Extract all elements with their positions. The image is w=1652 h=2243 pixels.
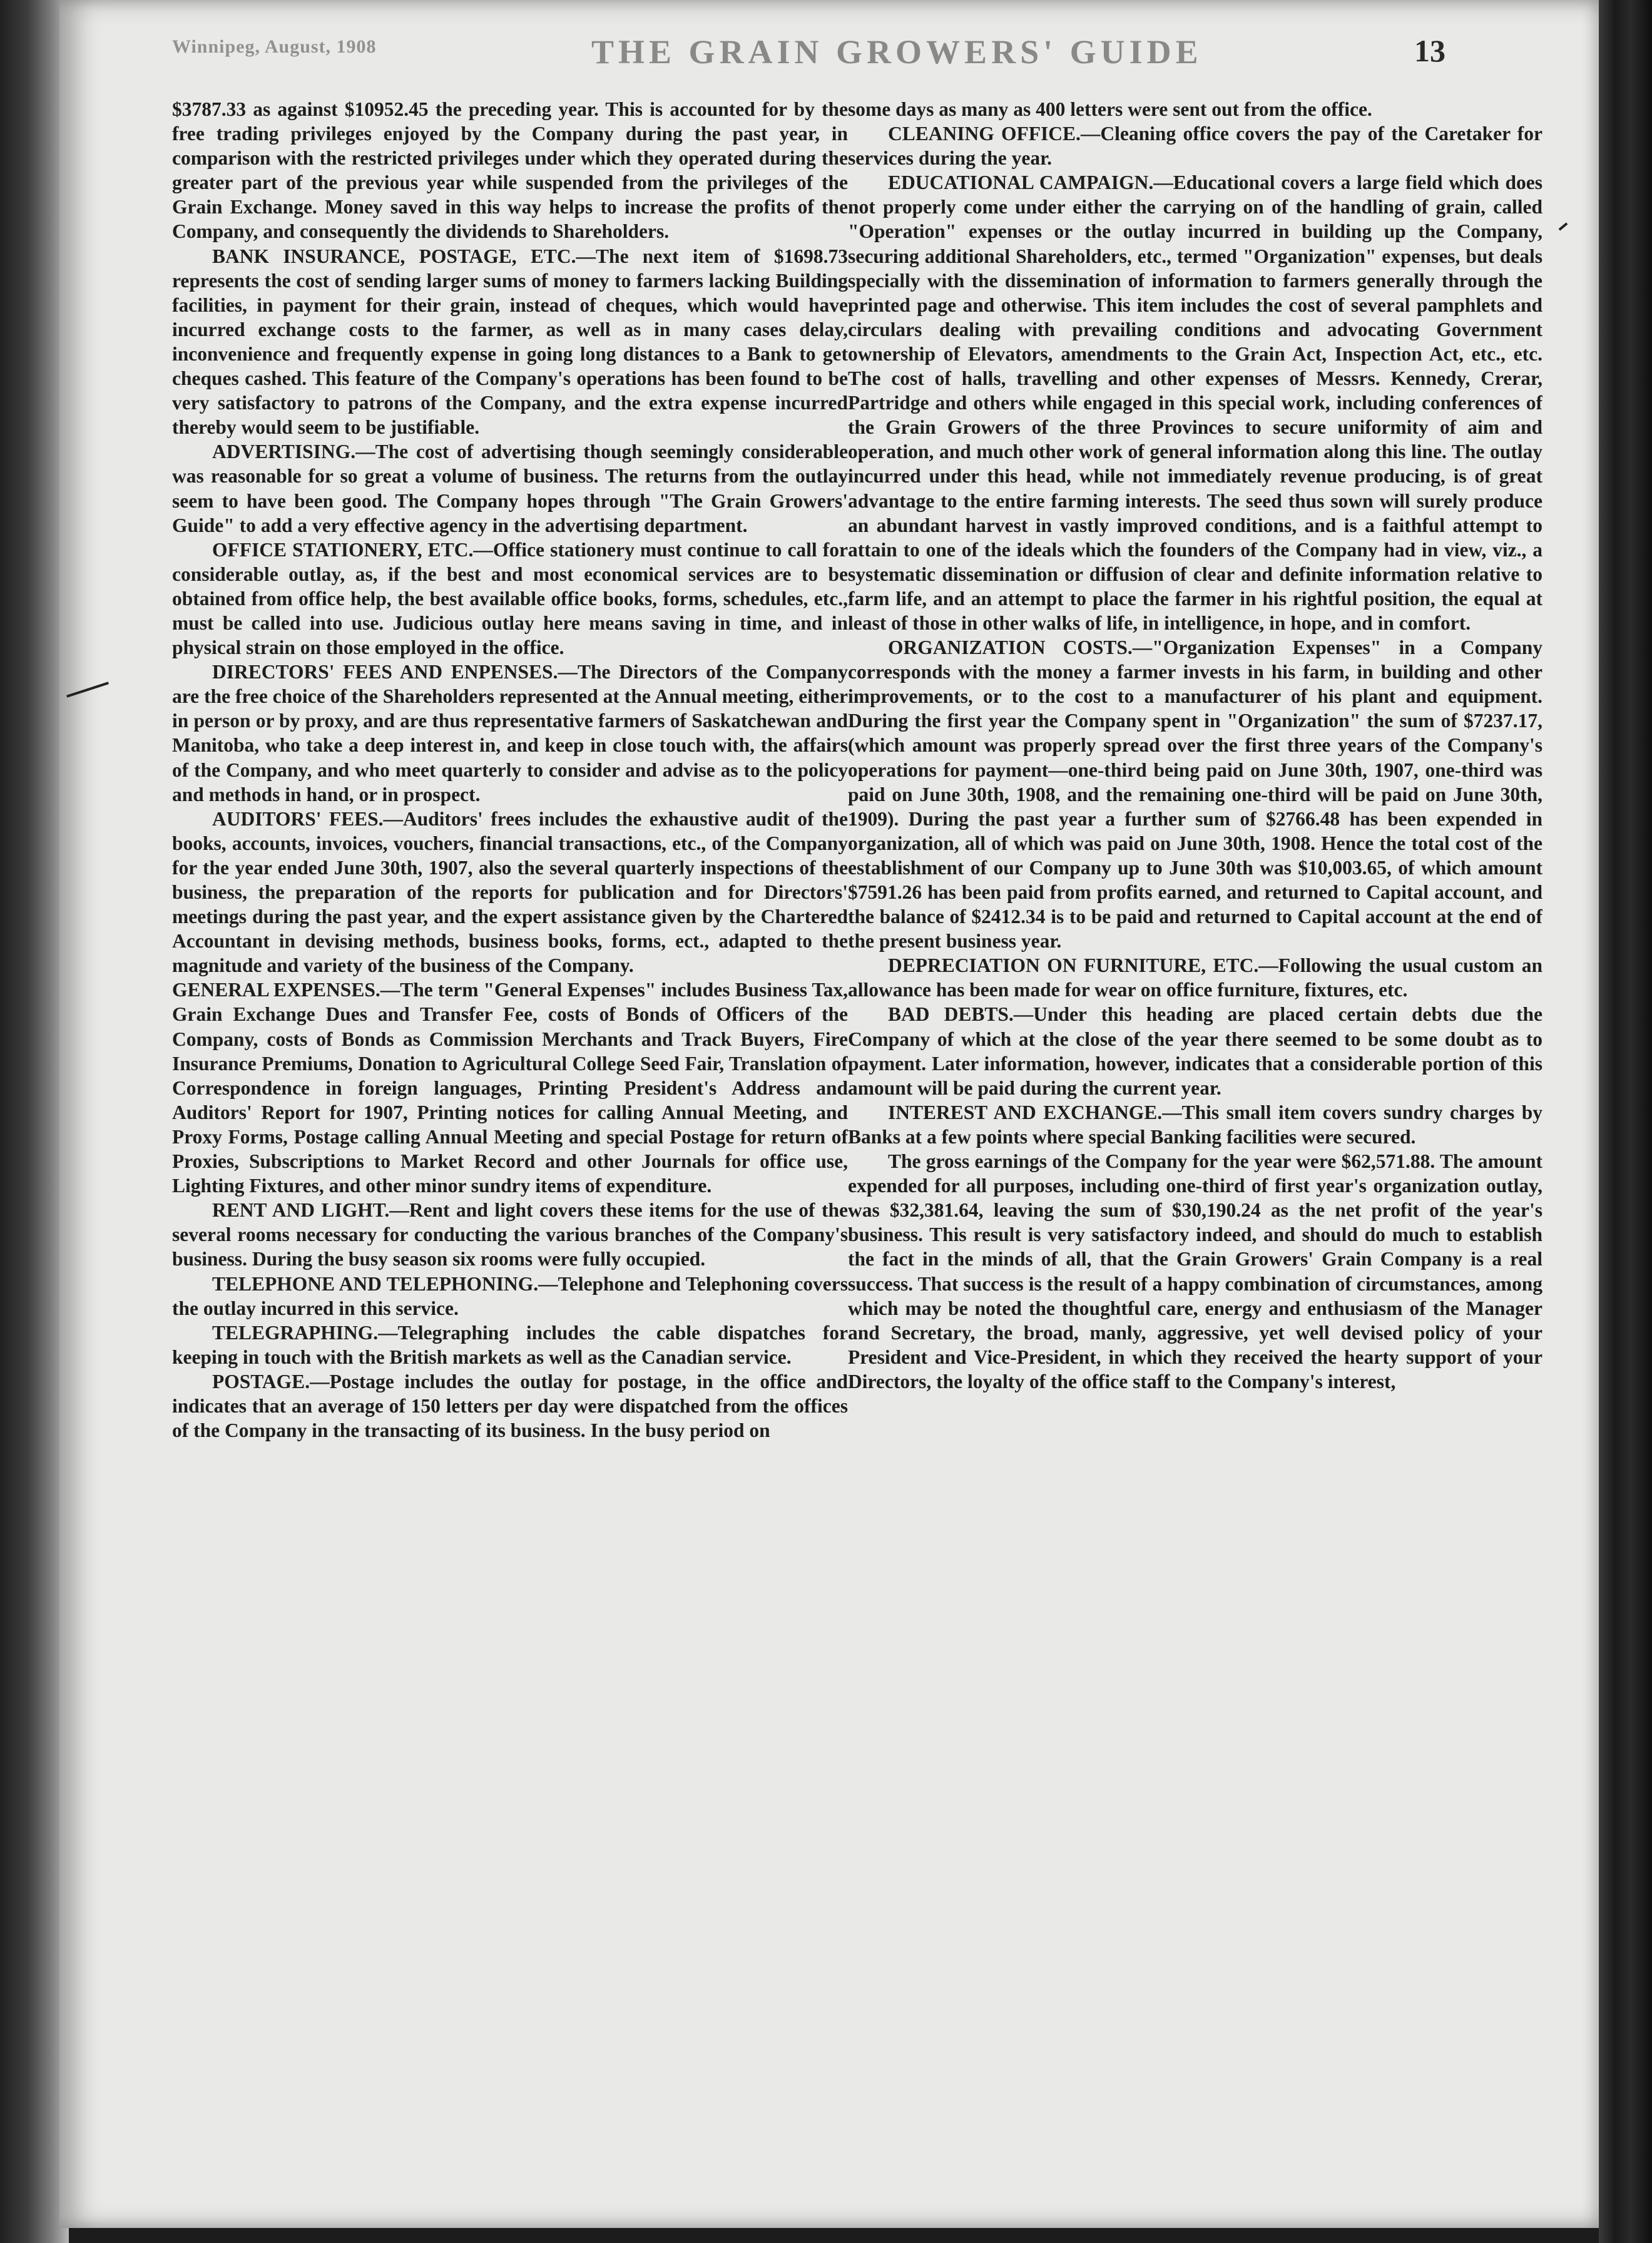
paragraph-depreciation: DEPRECIATION ON FURNITURE, ETC.—Following the usual custom an allowance has been made for wear on office furniture, fixtures, etc. xyxy=(848,954,1542,1001)
paragraph-telegraphing: TELEGRAPHING.—Telegraphing includes the cable dispatches for keeping in touch with the British markets as well as the Canadian service. xyxy=(172,1321,848,1368)
paragraph-advertising: ADVERTISING.—The cost of advertising though seemingly considerable was reasonable for so great a volume of business. The returns from the outlay seem to have been good. The Company hopes through "The Grain Growers' Guide" to add a very effective agency in the advertising department. xyxy=(172,441,848,536)
book-gutter xyxy=(0,0,69,2243)
paragraph-general-expenses: GENERAL EXPENSES.—The term "General Expenses" includes Business Tax, Grain Exchange Dues and Transfer Fee, costs of Bonds of Officers of the Company, costs of Bonds as Commission Merchants and Track Buyers, Fire Insurance Premiums, Donation to Agricultural College Seed Fair, Translation of Correspondence in foreign languages, Printing President's Address and Auditors' Report for 1907, Printing notices for calling Annual Meeting, and Proxy Forms, Postage calling Annual Meeting and special Postage for return of Proxies, Subscriptions to Market Record and other Journals for office use, Lighting Fixtures, and other minor sundry items of expenditure. xyxy=(172,979,848,1197)
paragraph-organization-costs: ORGANIZATION COSTS.—"Organization Expenses" in a Company corresponds with the money a farmer invests in his farm, in building and other improvements, or to the cost to a manufacturer of his plant and equipment. During the first year the Company spent in "Organization" the sum of $7237.17, (which amount was properly spread over the first three years of the Company's operations for payment—one-third being paid on June 30th, 1907, one-third was paid on June 30th, 1908, and the remaining one-third will be paid on June 30th, 1909). During the past year a further sum of $2766.48 has been expended in organization, all of which was paid on June 30th, 1908. Hence the total cost of the establishment of our Company up to June 30th was $10,003.65, of which amount $7591.26 has been paid from profits earned, and returned to Capital account, and the balance of $2412.34 is to be paid and returned to Capital account at the end of the present business year. xyxy=(848,636,1542,953)
paragraph-directors-fees: DIRECTORS' FEES AND ENPENSES.—The Directors of the Company are the free choice of the Shareholders represented at the Annual meeting, either in person or by proxy, and are thus representative farmers of Saskatchewan and Manitoba, who take a deep interest in, and keep in close touch with, the affairs of the Company, and who meet quarterly to consider and advise as to the policy and methods in hand, or in prospect. xyxy=(172,661,848,805)
scanned-page xyxy=(59,0,1599,2228)
right-column xyxy=(848,97,1542,2165)
margin-pencil-mark xyxy=(66,682,109,697)
paragraph-cleaning-office: CLEANING OFFICE.—Cleaning office covers the pay of the Caretaker for services during the year. xyxy=(848,123,1542,170)
margin-pencil-mark xyxy=(1559,222,1568,230)
running-head-title: THE GRAIN GROWERS' GUIDE xyxy=(591,33,1203,71)
paragraph-bad-debts: BAD DEBTS.—Under this heading are placed certain debts due the Company of which at the close of the year there seemed to be some doubt as to payment. Later information, however, indicates that a considerable portion of this amount will be paid during the current year. xyxy=(848,1003,1542,1099)
paragraph-educational-campaign: EDUCATIONAL CAMPAIGN.—Educational covers a large field which does not properly come under either the carrying on of the handling of grain, called "Operation" expenses or the outlay incurred in building up the Company, securing additional Shareholders, etc., termed "Organization" expenses, but deals specially with the dissemination of information to farmers generally through the printed page and otherwise. This item includes the cost of several pamphlets and circulars dealing with prevailing conditions and advocating Government ownership of Elevators, amendments to the Grain Act, Inspection Act, etc., etc. The cost of halls, travelling and other expenses of Messrs. Kennedy, Crerar, Partridge and others while engaged in this special work, including conferences of the Grain Growers of the three Provinces to secure uniformity of aim and operation, and much other work of general information along this line. The outlay incurred under this head, while not immediately revenue producing, is of great advantage to the entire farming interests. The seed thus sown will surely produce an abundant harvest in vastly improved conditions, and is a faithful attempt to attain to one of the ideals which the founders of the Company had in view, viz., a systematic dissemination or diffusion of clear and definite information relative to farm life, and an attempt to place the farmer in his rightful position, the equal at least of those in other walks of life, in intelligence, in hope, and in comfort. xyxy=(848,171,1542,634)
paragraph-rent-and-light: RENT AND LIGHT.—Rent and light covers these items for the use of the several rooms necessary for conducting the various branches of the Company's business. During the busy season six rooms were fully occupied. xyxy=(172,1199,848,1270)
paragraph-bank-insurance: BANK INSURANCE, POSTAGE, ETC.—The next item of $1698.73 represents the cost of sending larger sums of money to farmers lacking Building facilities, in payment for their grain, instead of cheques, which would have incurred exchange costs to the farmer, as well as in many cases delay, inconvenience and frequently expense in going long distances to a Bank to get cheques cashed. This feature of the Company's operations has been found to be very satisfactory to patrons of the Company, and the extra expense incurred thereby would seem to be justifiable. xyxy=(172,245,848,439)
paragraph-continuation: $3787.33 as against $10952.45 the preceding year. This is accounted for by the free trading privileges enjoyed by the Company during the past year, in comparison with the restricted privileges under which they operated during the greater part of the previous year while suspended from the privileges of the Grain Exchange. Money saved in this way helps to increase the profits of the Company, and consequently the dividends to Shareholders. xyxy=(172,98,848,243)
paragraph-postage-continued: some days as many as 400 letters were sent out from the office. xyxy=(848,98,1372,120)
paragraph-gross-earnings: The gross earnings of the Company for the year were $62,571.88. The amount expended for all purposes, including one-third of first year's organization outlay, was $32,381.64, leaving the sum of $30,190.24 as the net profit of the year's business. This result is very satisfactory indeed, and should do much to establish the fact in the minds of all, that the Grain Growers' Grain Company is a real success. That success is the result of a happy combination of circumstances, among which may be noted the thoughtful care, energy and enthusiasm of the Manager and Secretary, the broad, manly, aggressive, yet well devised policy of your President and Vice-President, in which they received the hearty support of your Directors, the loyalty of the office staff to the Company's interest, xyxy=(848,1150,1542,1392)
paragraph-office-stationery: OFFICE STATIONERY, ETC.—Office stationery must continue to call for considerable outlay, as, if the best and most economical services are to be obtained from office help, the best available office books, forms, schedules, etc., must be called into use. Judicious outlay here means saving in time, and in physical strain on those employed in the office. xyxy=(172,538,848,659)
running-head xyxy=(59,33,1599,76)
paragraph-postage: POSTAGE.—Postage includes the outlay for postage, in the office and indicates that an average of 150 letters per day were dispatched from the offices of the Company in the transacting of its business. In the busy period on xyxy=(172,1370,848,1442)
paragraph-auditors-fees: AUDITORS' FEES.—Auditors' frees includes the exhaustive audit of the books, accounts, invoices, vouchers, financial transactions, etc., of the Company for the year ended June 30th, 1907, also the several quarterly inspections of the business, the preparation of the reports for publication and for Directors' meetings during the past year, and the expert assistance given by the Chartered Accountant in devising methods, business books, forms, ect., adapted to the magnitude and variety of the business of the Company. xyxy=(172,807,848,977)
paragraph-telephone: TELEPHONE AND TELEPHONING.—Telephone and Telephoning covers the outlay incurred in this service. xyxy=(172,1272,848,1319)
book-edge xyxy=(1599,0,1652,2243)
paragraph-interest-exchange: INTEREST AND EXCHANGE.—This small item covers sundry charges by Banks at a few points where special Banking facilities were secured. xyxy=(848,1101,1542,1148)
left-column xyxy=(172,97,848,2165)
running-head-date: Winnipeg, August, 1908 xyxy=(172,36,377,57)
page-number: 13 xyxy=(1414,33,1446,68)
